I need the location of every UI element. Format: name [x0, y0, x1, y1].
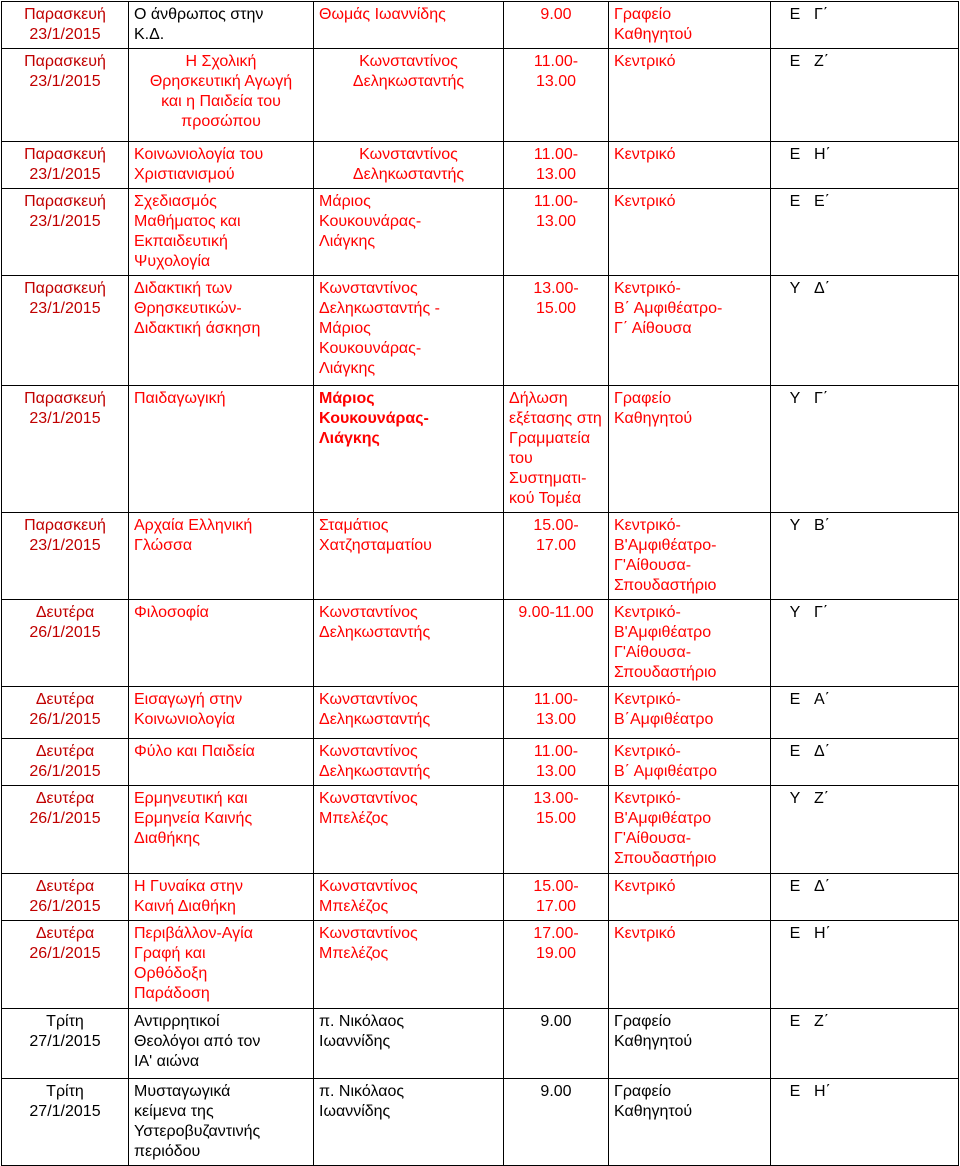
professor-name: Μάριος Κουκουνάρας- Λιάγκης — [314, 386, 504, 513]
course-type: Ε — [789, 743, 801, 760]
course-type: Ε — [789, 53, 801, 70]
course-type-semester — [771, 874, 959, 921]
exam-room: Κεντρικό — [609, 49, 771, 142]
course-type: Ε — [789, 925, 801, 942]
exam-date: Δευτέρα 26/1/2015 — [2, 600, 129, 687]
course-type: Ε — [789, 146, 801, 163]
course-type-semester — [771, 2, 959, 49]
exam-room: Γραφείο Καθηγητού — [609, 386, 771, 513]
exam-date: Παρασκευή 23/1/2015 — [2, 189, 129, 276]
exam-room: Κεντρικό — [609, 189, 771, 276]
exam-room: Γραφείο Καθηγητού — [609, 1079, 771, 1166]
course-type-semester — [771, 513, 959, 600]
table-row — [2, 921, 959, 1009]
exam-time: 11.00- 13.00 — [504, 739, 609, 786]
table-row — [2, 513, 959, 600]
course-type-semester — [771, 142, 959, 189]
professor-name: π. Νικόλαος Ιωαννίδης — [314, 1009, 504, 1079]
course-name: Φύλο και Παιδεία — [129, 739, 314, 786]
table-row — [2, 687, 959, 739]
course-semester: Δ΄ — [814, 743, 831, 760]
course-name: Ερμηνευτική και Ερμηνεία Καινής Διαθήκης — [129, 786, 314, 874]
course-type-semester — [771, 739, 959, 786]
exam-date: Τρίτη 27/1/2015 — [2, 1009, 129, 1079]
table-row — [2, 2, 959, 49]
exam-date: Παρασκευή 23/1/2015 — [2, 142, 129, 189]
course-semester: Ζ΄ — [814, 53, 830, 70]
table-row — [2, 386, 959, 513]
exam-room: Γραφείο Καθηγητού — [609, 2, 771, 49]
exam-time: 17.00- 19.00 — [504, 921, 609, 1009]
table-row — [2, 874, 959, 921]
exam-room: Κεντρικό — [609, 921, 771, 1009]
professor-name: Κωνσταντίνος Μπελέζος — [314, 921, 504, 1009]
course-type: Υ — [789, 390, 801, 407]
professor-name: Κωνσταντίνος Μπελέζος — [314, 786, 504, 874]
professor-name: Κωνσταντίνος Δεληκωσταντής — [314, 49, 504, 142]
course-type-semester — [771, 49, 959, 142]
exam-room: Κεντρικό- Β΄ Αμφιθέατρο — [609, 739, 771, 786]
course-type: Ε — [789, 6, 801, 23]
exam-time: 13.00- 15.00 — [504, 786, 609, 874]
exam-time: 11.00- 13.00 — [504, 687, 609, 739]
course-name: Αρχαία Ελληνική Γλώσσα — [129, 513, 314, 600]
exam-room: Κεντρικό- Β'Αμφιθέατρο- Γ'Αίθουσα- Σπουδαστήριο — [609, 513, 771, 600]
course-name: Περιβάλλον-Αγία Γραφή και Ορθόδοξη Παράδοση — [129, 921, 314, 1009]
course-semester: Ζ΄ — [814, 790, 830, 807]
exam-date: Παρασκευή 23/1/2015 — [2, 276, 129, 386]
course-type: Ε — [789, 193, 801, 210]
course-name: Σχεδιασμός Μαθήματος και Εκπαιδευτική Ψυχολογία — [129, 189, 314, 276]
course-name: Φιλοσοφία — [129, 600, 314, 687]
course-name: Διδακτική των Θρησκευτικών- Διδακτική άσκηση — [129, 276, 314, 386]
course-name: Μυσταγωγικά κείμενα της Υστεροβυζαντινής περιόδου — [129, 1079, 314, 1166]
course-type: Ε — [789, 691, 801, 708]
table-row — [2, 49, 959, 142]
table-row — [2, 600, 959, 687]
exam-room: Κεντρικό — [609, 874, 771, 921]
course-type: Υ — [789, 517, 801, 534]
table-row — [2, 786, 959, 874]
course-name: Κοινωνιολογία του Χριστιανισμού — [129, 142, 314, 189]
table-row — [2, 739, 959, 786]
table-row — [2, 1079, 959, 1166]
exam-date: Παρασκευή 23/1/2015 — [2, 513, 129, 600]
course-type-semester — [771, 189, 959, 276]
exam-room: Κεντρικό- Β'Αμφιθέατρο Γ'Αίθουσα- Σπουδαστήριο — [609, 786, 771, 874]
exam-time: 9.00 — [504, 2, 609, 49]
exam-date: Δευτέρα 26/1/2015 — [2, 786, 129, 874]
course-type: Ε — [789, 1083, 801, 1100]
exam-time: 11.00- 13.00 — [504, 142, 609, 189]
table-row — [2, 276, 959, 386]
course-semester: Ε΄ — [814, 193, 830, 210]
exam-date: Δευτέρα 26/1/2015 — [2, 687, 129, 739]
course-type-semester — [771, 276, 959, 386]
course-semester: Δ΄ — [814, 878, 831, 895]
course-type-semester — [771, 1079, 959, 1166]
exam-time-note: Δήλωση εξέτασης στη Γραμματεία του Συστηματι- κού Τομέα — [504, 386, 609, 513]
professor-name: Κωνσταντίνος Μπελέζος — [314, 874, 504, 921]
course-semester: Α΄ — [814, 691, 830, 708]
course-semester: Γ΄ — [814, 604, 829, 621]
course-name: Η Σχολική Θρησκευτική Αγωγή και η Παιδεία του προσώπου — [129, 49, 314, 142]
exam-date: Δευτέρα 26/1/2015 — [2, 739, 129, 786]
exam-time: 9.00 — [504, 1079, 609, 1166]
exam-time: 9.00 — [504, 1009, 609, 1079]
professor-name: Κωνσταντίνος Δεληκωσταντής — [314, 142, 504, 189]
professor-name: Μάριος Κουκουνάρας- Λιάγκης — [314, 189, 504, 276]
course-semester: Β΄ — [814, 517, 830, 534]
course-type: Ε — [789, 1013, 801, 1030]
course-semester: Η΄ — [814, 925, 831, 942]
exam-schedule-table — [1, 1, 959, 1166]
exam-time: 13.00- 15.00 — [504, 276, 609, 386]
exam-date: Παρασκευή 23/1/2015 — [2, 386, 129, 513]
course-type: Υ — [789, 280, 801, 297]
course-name: Αντιρρητικοί Θεολόγοι από τον ΙΑ' αιώνα — [129, 1009, 314, 1079]
table-row — [2, 189, 959, 276]
exam-time: 11.00- 13.00 — [504, 189, 609, 276]
professor-name: Κωνσταντίνος Δεληκωσταντής — [314, 687, 504, 739]
course-type: Ε — [789, 878, 801, 895]
exam-date: Τρίτη 27/1/2015 — [2, 1079, 129, 1166]
course-semester: Ζ΄ — [814, 1013, 830, 1030]
exam-room: Κεντρικό- Β΄ Αμφιθέατρο- Γ΄ Αίθουσα — [609, 276, 771, 386]
course-semester: Δ΄ — [814, 280, 831, 297]
professor-name: π. Νικόλαος Ιωαννίδης — [314, 1079, 504, 1166]
exam-date: Παρασκευή 23/1/2015 — [2, 49, 129, 142]
exam-time: 11.00- 13.00 — [504, 49, 609, 142]
professor-name: Θωμάς Ιωαννίδης — [314, 2, 504, 49]
course-type-semester — [771, 921, 959, 1009]
table-row — [2, 1009, 959, 1079]
exam-time: 15.00- 17.00 — [504, 874, 609, 921]
exam-date: Δευτέρα 26/1/2015 — [2, 921, 129, 1009]
exam-room: Κεντρικό — [609, 142, 771, 189]
course-name: Παιδαγωγική — [129, 386, 314, 513]
course-semester: Γ΄ — [814, 390, 829, 407]
exam-time: 15.00- 17.00 — [504, 513, 609, 600]
exam-room: Κεντρικό- Β'Αμφιθέατρο Γ'Αίθουσα- Σπουδαστήριο — [609, 600, 771, 687]
course-name: Εισαγωγή στην Κοινωνιολογία — [129, 687, 314, 739]
course-semester: Η΄ — [814, 1083, 831, 1100]
course-type-semester — [771, 600, 959, 687]
professor-name: Κωνσταντίνος Δεληκωσταντής — [314, 600, 504, 687]
course-type-semester — [771, 687, 959, 739]
course-type-semester — [771, 786, 959, 874]
professor-name: Σταμάτιος Χατζησταματίου — [314, 513, 504, 600]
course-semester: Γ΄ — [814, 6, 829, 23]
course-name: Η Γυναίκα στην Καινή Διαθήκη — [129, 874, 314, 921]
course-type: Υ — [789, 790, 801, 807]
exam-time: 9.00-11.00 — [504, 600, 609, 687]
exam-room: Κεντρικό- Β΄Αμφιθέατρο — [609, 687, 771, 739]
professor-name: Κωνσταντίνος Δεληκωσταντής - Μάριος Κουκουνάρας- Λιάγκης — [314, 276, 504, 386]
course-name: Ο άνθρωπος στην Κ.Δ. — [129, 2, 314, 49]
course-type: Υ — [789, 604, 801, 621]
table-row — [2, 142, 959, 189]
exam-date: Παρασκευή 23/1/2015 — [2, 2, 129, 49]
exam-room: Γραφείο Καθηγητού — [609, 1009, 771, 1079]
professor-name: Κωνσταντίνος Δεληκωσταντής — [314, 739, 504, 786]
exam-date: Δευτέρα 26/1/2015 — [2, 874, 129, 921]
course-semester: Η΄ — [814, 146, 831, 163]
course-type-semester — [771, 1009, 959, 1079]
course-type-semester — [771, 386, 959, 513]
